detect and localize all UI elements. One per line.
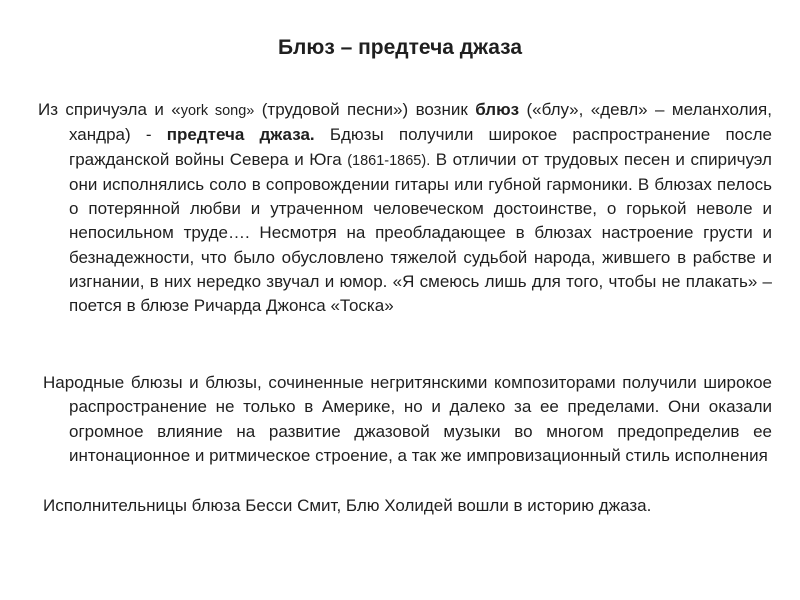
p1-years: (1861-1865). bbox=[347, 152, 431, 169]
p1-blues-bold: блюз bbox=[475, 100, 520, 119]
p1-text-1: Из спричуэла и « bbox=[38, 100, 181, 119]
p1-text-3: («блу», «девл» – меланхолия, хандра) - bbox=[69, 100, 772, 145]
slide-title: Блюз – предтеча джаза bbox=[277, 36, 523, 59]
p1-text-2: (трудовой песни») возник bbox=[254, 100, 476, 119]
p1-text-4: Бдюзы получили широкое распространение после гражданской войны Севера и Юга bbox=[69, 125, 772, 169]
paragraph-blues-performers: Исполнительницы блюза Бесси Смит, Блю Холидей вошли в историю джаза. bbox=[43, 496, 652, 515]
p1-york-song: york song» bbox=[180, 103, 255, 119]
p1-text-5: В отличии от трудовых песен и спиричуэл они исполнялись соло в сопровождении гитары или губной гармоники. В блюзах пелось о потерянной любви и утраченном человеческом достоинстве, о горькой неволе и непосильном труде…. Несмотря на преобладающее в блюзах настроение грусти и безнадежности, что было обусловлено тяжелой судьбой народа, жившего в рабстве и изгнании, в них нередко звучал и юмор. «Я смеюсь лишь для того, чтобы не плакать» – поется в блюзе Ричарда Джонса «Тоска» bbox=[69, 149, 772, 316]
paragraph-blues-spread: Народные блюзы и блюзы, сочиненные негритянскими композиторами получили широкое распространение не только в Америке, но и далеко за ее пределами. Они оказали огромное влияние на развитие джазовой музыки во многом предопределив ее интонационное и ритмическое строение, а так же импровизационный стиль исполнения bbox=[43, 373, 772, 465]
p1-forerunner-bold: предтеча джаза. bbox=[166, 125, 315, 145]
paragraph-blues-origin bbox=[38, 98, 772, 319]
